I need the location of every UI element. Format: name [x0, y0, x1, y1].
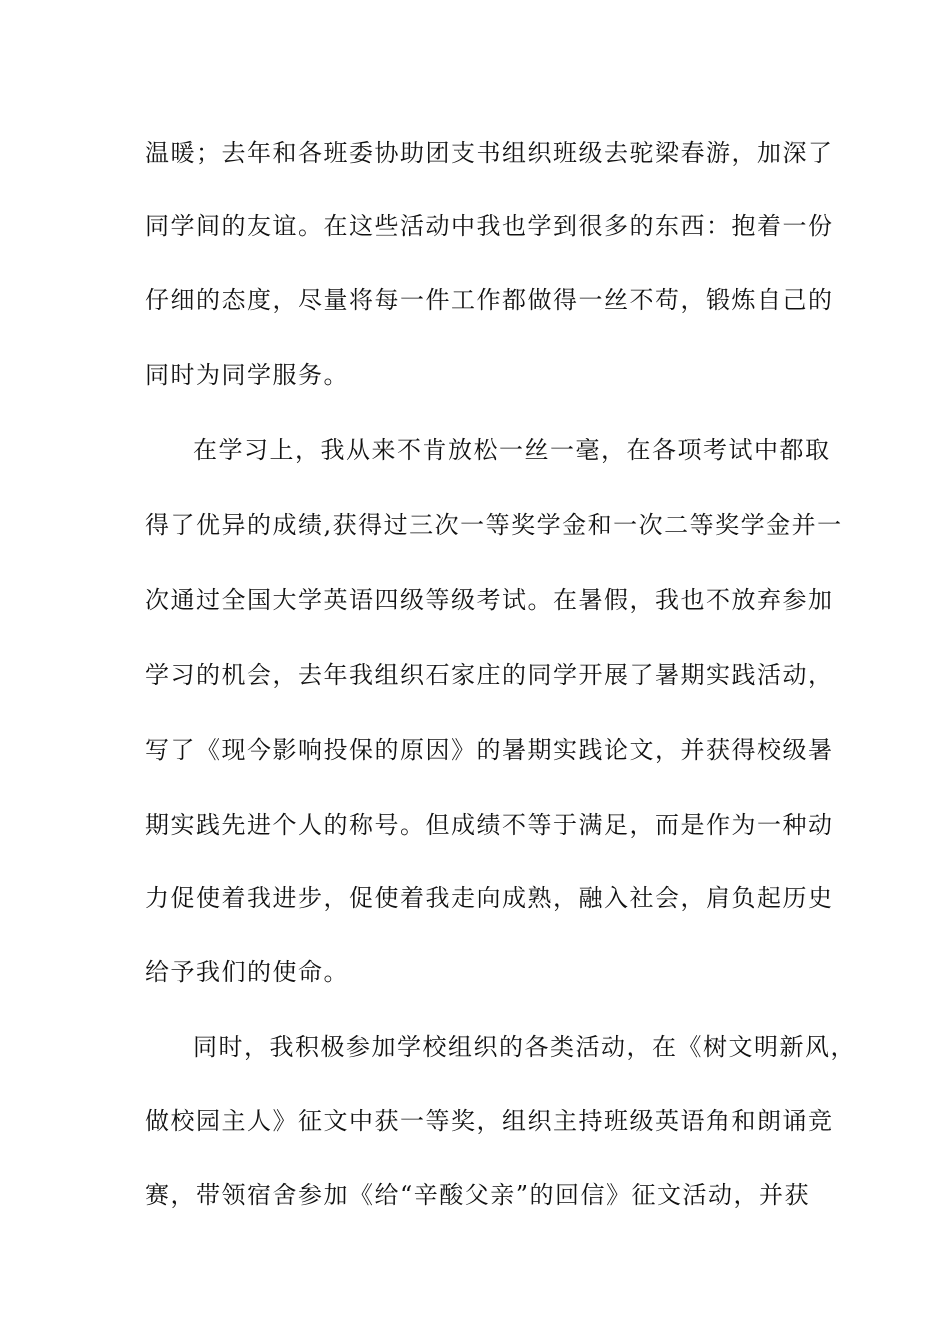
text-line-6: 得了优异的成绩,获得过三次一等奖学金和一次二等奖学金并一: [145, 511, 843, 539]
text-line-3: 仔细的态度，尽量将每一件工作都做得一丝不苟，锻炼自己的: [145, 286, 834, 314]
text-line-14: 做校园主人》征文中获一等奖，组织主持班级英语角和朗诵竞: [145, 1107, 834, 1135]
text-line-12: 给予我们的使命。: [145, 958, 349, 986]
text-line-11: 力促使着我进步，促使着我走向成熟，融入社会，肩负起历史: [145, 884, 834, 912]
text-line-5-paragraph-start: 在学习上，我从来不肯放松一丝一毫，在各项考试中都取: [193, 436, 831, 464]
text-line-15: 赛，带领宿舍参加《给“辛酸父亲”的回信》征文活动，并获: [145, 1181, 811, 1209]
text-line-7: 次通过全国大学英语四级等级考试。在暑假，我也不放弃参加: [145, 586, 834, 614]
text-line-10: 期实践先进个人的称号。但成绩不等于满足，而是作为一种动: [145, 811, 834, 839]
text-line-13-paragraph-start: 同时，我积极参加学校组织的各类活动，在《树文明新风，: [193, 1033, 856, 1061]
text-line-9: 写了《现今影响投保的原因》的暑期实践论文，并获得校级暑: [145, 736, 834, 764]
text-line-8: 学习的机会，去年我组织石家庄的同学开展了暑期实践活动，: [145, 661, 834, 689]
text-line-1: 温暖；去年和各班委协助团支书组织班级去驼梁春游，加深了: [145, 139, 834, 167]
text-line-2: 同学间的友谊。在这些活动中我也学到很多的东西：抱着一份: [145, 212, 834, 240]
text-line-4: 同时为同学服务。: [145, 361, 349, 389]
